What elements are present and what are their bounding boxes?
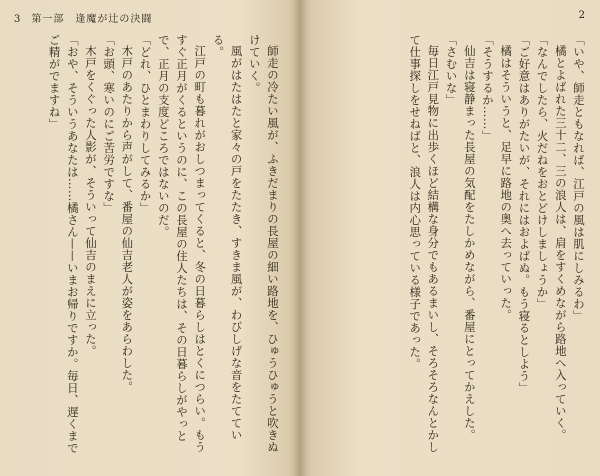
paragraph: 風がはたはたと家々の戸をたたき、すきま風が、わびしげな音をたてている。 [211,34,244,442]
page-number-left: 3 [14,14,22,25]
right-page-text [320,34,588,454]
paragraph: 師走の冷たい風が、ふきだまりの長屋の細い路地を、ひゅうひゅうと吹きぬけていく。 [247,34,280,454]
paragraph: 「お頭、寒いのにご苦労ですな」 [102,34,117,214]
paragraph: 橘はそういうと、足早に路地の奥へ去っていった。 [499,45,514,322]
paragraph: 江戸の町も暮れがおしつまってくると、冬の日暮らしはとくにつらい。もうすぐ正月がくるというのに、この長屋の住人たちは、その日暮らしがやっとで、正月の支度どころではないのだ。 [156,34,208,454]
paragraph: 木戸をくぐった人影が、そういって仙吉のまえに立った。 [83,45,98,358]
paragraph: 「いや、師走ともなれば、江戸の風は肌にしみるわ」 [572,34,586,322]
left-page-text [14,34,282,454]
paragraph: 橘とよばれた三十二、三の浪人は、肩をすくめながら路地へ入っていく。 [553,45,568,442]
paragraph: 毎日江戸見物に出歩くほど結構な身分でもあるまいし、そろそろなんとかして仕事探しをせねばと、浪人は内心思っている様子であった。 [408,34,441,454]
paragraph: 「さむいな」 [444,34,459,106]
right-page [300,0,600,476]
paragraph: 木戸のあたりから声がして、番屋の仙吉老人が姿をあらわした。 [120,45,135,394]
running-head-right [579,10,586,21]
paragraph: 「そうするか……」 [480,34,495,142]
running-head-left [14,10,152,25]
paragraph: 「おや、そういうあなたは……橘さん——いまお帰りですか。毎日、遅くまでご精がでますね」 [47,34,80,454]
paragraph: 「どれ、ひとまわりしてみるか」 [138,34,153,214]
paragraph: 「なんでしたら、火だねをおとどけしましょうか」 [535,34,550,310]
paragraph: 仙吉は寝静まった長屋の気配をたしかめながら、番屋にとってかえした。 [462,45,477,442]
running-head-title: 第一部 逢魔が辻の決闘 [31,14,153,25]
paragraph: 「ご好意はありがたいが、それにはおよばぬ。もう寝るとしよう」 [517,34,532,394]
page-number-right: 2 [578,10,586,21]
